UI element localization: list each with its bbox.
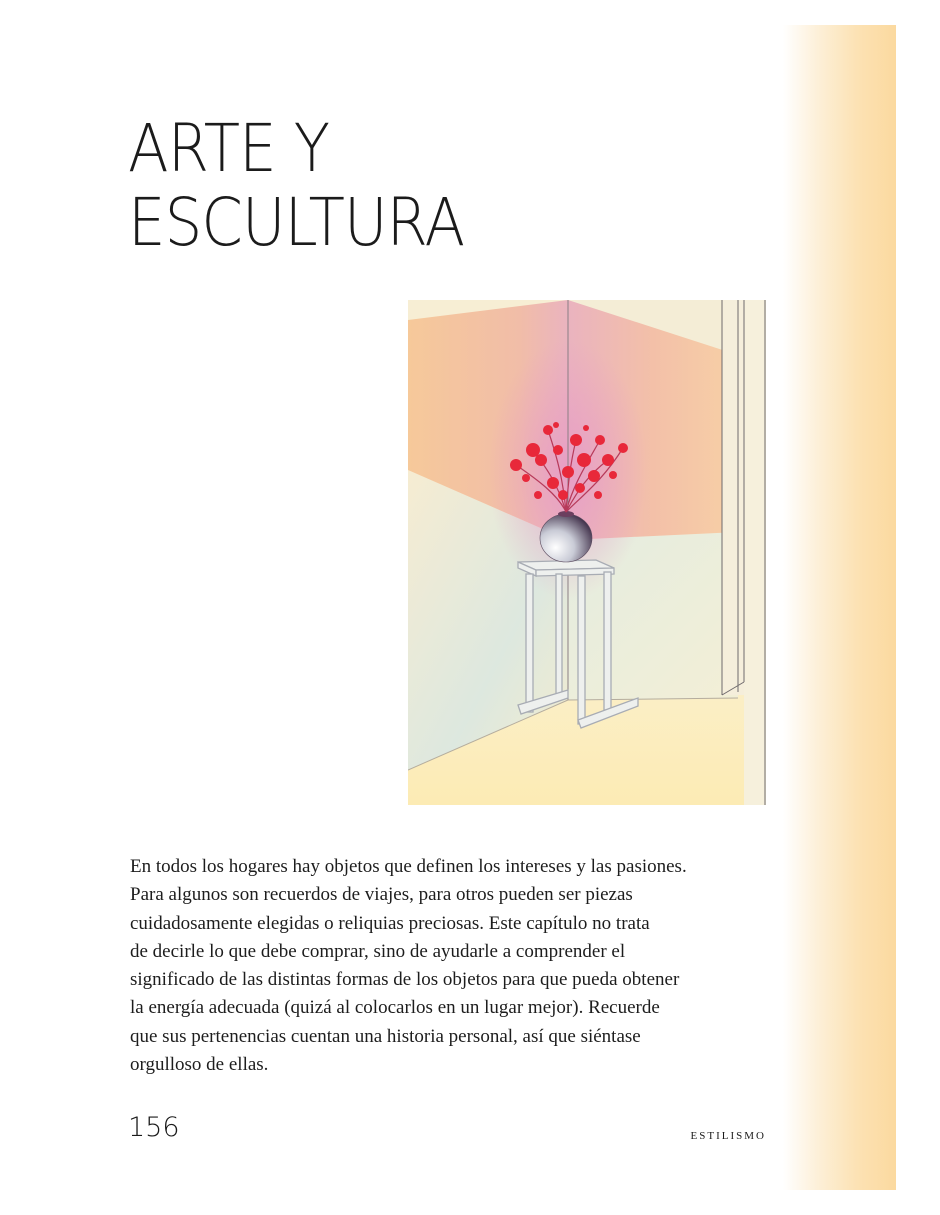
body-line: En todos los hogares hay objetos que definen los intereses y las pasiones. [130, 856, 687, 877]
body-paragraph [130, 853, 770, 1079]
body-line: orgulloso de ellas. [130, 1054, 269, 1076]
vase-on-table-illustration [408, 300, 766, 805]
title-line-2: ESCULTURA [128, 184, 465, 261]
body-line: significado de las distintas formas de los objetos para que pueda obtener [130, 969, 680, 991]
body-line: cuidadosamente elegidas o reliquias preciosas. Este capítulo no trata [130, 912, 650, 934]
section-label: ESTILISMO [690, 1130, 766, 1142]
page-number: 156 [128, 1112, 180, 1143]
side-color-band [783, 25, 896, 1190]
body-line: la energía adecuada (quizá al colocarlos en un lugar mejor). Recuerde [130, 997, 660, 1019]
body-line: que sus pertenencias cuentan una historia personal, así que siéntase [130, 1025, 641, 1047]
page-title [128, 112, 502, 260]
body-line: Para algunos son recuerdos de viajes, para otros pueden ser piezas [130, 884, 633, 906]
body-line: de decirle lo que debe comprar, sino de ayudarle a comprender el [130, 940, 626, 962]
title-line-1: ARTE Y [128, 110, 330, 187]
